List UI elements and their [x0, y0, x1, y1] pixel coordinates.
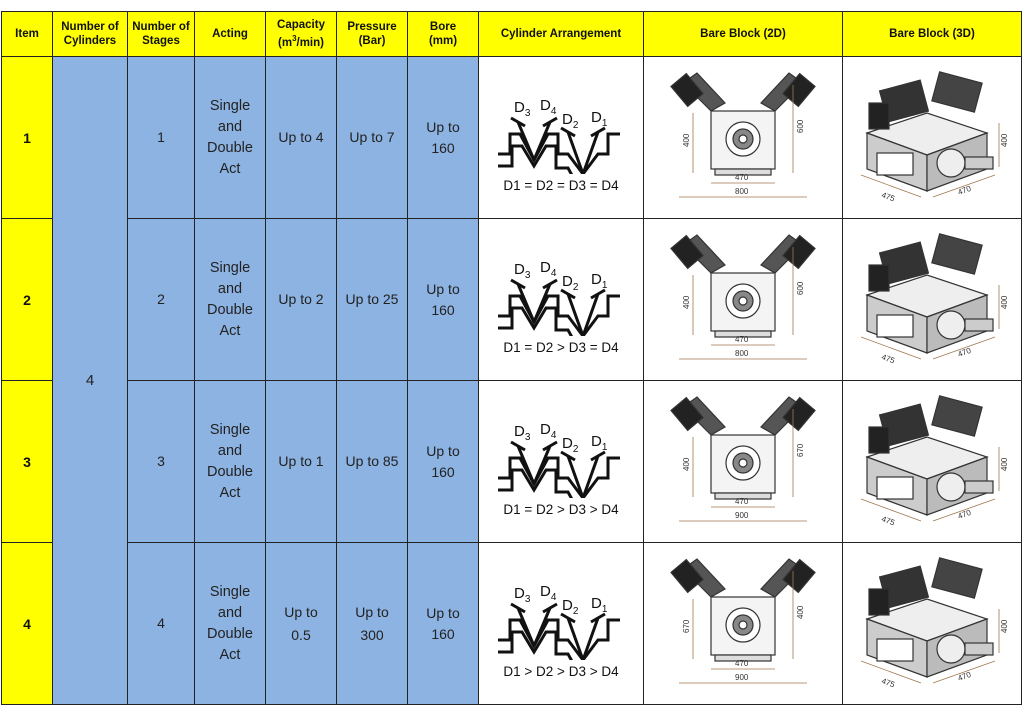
diameter-equation: D1 > D2 > D3 > D4 [503, 664, 619, 679]
bore-cell: Up to 160 [408, 543, 479, 705]
diameter-equation: D1 = D2 = D3 = D4 [503, 178, 619, 193]
bare-block-2d-drawing [653, 549, 833, 699]
dim-3d-width: 470 [956, 669, 973, 683]
block-2d-cell [644, 543, 843, 705]
acting-cell: Single and Double Act [195, 57, 266, 219]
label-d4: $D_4$ [540, 259, 557, 279]
cylinder-arrangement-diagram [496, 244, 626, 336]
item-number: 2 [2, 219, 53, 381]
block-3d-cell [843, 57, 1022, 219]
dim-2d-inner-width: 470 [735, 496, 749, 506]
label-d2: $D_2$ [562, 111, 579, 131]
dim-2d-outer-width: 900 [735, 510, 749, 520]
label-d3: $D_3$ [514, 99, 531, 119]
header-acting: Acting [195, 12, 266, 57]
label-d4: $D_4$ [540, 421, 557, 441]
arrangement-cell [479, 381, 644, 543]
diameter-equation: D1 = D2 > D3 = D4 [503, 340, 619, 355]
header-block-3d: Bare Block (3D) [843, 12, 1022, 57]
bare-block-3d-drawing [847, 387, 1017, 537]
dim-2d-outer-width: 800 [735, 186, 749, 196]
diameter-equation: D1 = D2 > D3 > D4 [503, 502, 619, 517]
dim-3d-width: 470 [956, 345, 973, 359]
block-2d-cell [644, 57, 843, 219]
arrangement-cell [479, 219, 644, 381]
block-2d-cell [644, 219, 843, 381]
stages-cell: 1 [128, 57, 195, 219]
dim-2d-inner-width: 470 [735, 334, 749, 344]
table-row-1 [2, 57, 1022, 219]
pressure-cell: Up to 25 [337, 219, 408, 381]
bare-block-3d-drawing [847, 63, 1017, 213]
block-3d-cell [843, 381, 1022, 543]
cylinder-arrangement-diagram [496, 82, 626, 174]
header-capacity: Capacity $(m^3/\min)$ [266, 12, 337, 57]
pressure-cell: Up to 85 [337, 381, 408, 543]
block-3d-cell [843, 543, 1022, 705]
header-item: Item [2, 12, 53, 57]
bore-cell: Up to 160 [408, 381, 479, 543]
dim-2d-height-left: 400 [682, 295, 691, 309]
label-d3: $D_3$ [514, 585, 531, 605]
label-d1: $D_1$ [591, 271, 608, 291]
label-d1: $D_1$ [591, 595, 608, 615]
dim-2d-height-left: 400 [682, 457, 691, 471]
dim-2d-height-right: 600 [796, 281, 805, 295]
dim-3d-height: 400 [1000, 457, 1009, 471]
table-row-3 [2, 381, 1022, 543]
header-row [2, 12, 1022, 57]
table-row-2 [2, 219, 1022, 381]
dim-2d-inner-width: 470 [735, 172, 749, 182]
block-3d-cell [843, 219, 1022, 381]
capacity-cell: Up to 4 [266, 57, 337, 219]
dim-3d-height: 400 [1000, 619, 1009, 633]
stages-cell: 3 [128, 381, 195, 543]
dim-3d-width: 470 [956, 183, 973, 197]
dim-3d-depth: 475 [880, 189, 896, 203]
capacity-cell: Up to 1 [266, 381, 337, 543]
header-block-2d: Bare Block (2D) [644, 12, 843, 57]
acting-cell: Single and Double Act [195, 381, 266, 543]
bore-cell: Up to 160 [408, 57, 479, 219]
cylinder-arrangement-diagram [496, 406, 626, 498]
bore-cell: Up to 160 [408, 219, 479, 381]
bare-block-2d-drawing [653, 63, 833, 213]
dim-3d-depth: 475 [880, 675, 896, 689]
label-d2: $D_2$ [562, 597, 579, 617]
cylinders-cell: 4 [53, 57, 128, 705]
label-d4: $D_4$ [540, 97, 557, 117]
capacity-cell: Up to 0.5 [266, 543, 337, 705]
stages-cell: 2 [128, 219, 195, 381]
arrangement-cell [479, 57, 644, 219]
dim-2d-height-right: 600 [796, 119, 805, 133]
item-number: 1 [2, 57, 53, 219]
acting-cell: Single and Double Act [195, 543, 266, 705]
pressure-cell: Up to 7 [337, 57, 408, 219]
label-d4: $D_4$ [540, 583, 557, 603]
dim-3d-height: 400 [1000, 133, 1009, 147]
dim-2d-outer-width: 800 [735, 348, 749, 358]
compressor-spec-table [1, 11, 1022, 705]
arrangement-cell [479, 543, 644, 705]
item-number: 3 [2, 381, 53, 543]
dim-3d-depth: 475 [880, 513, 896, 527]
label-d2: $D_2$ [562, 435, 579, 455]
header-bore: Bore (mm) [408, 12, 479, 57]
bare-block-3d-drawing [847, 225, 1017, 375]
table-row-4 [2, 543, 1022, 705]
dim-3d-depth: 475 [880, 351, 896, 365]
header-stages: Number of Stages [128, 12, 195, 57]
dim-2d-outer-width: 900 [735, 672, 749, 682]
capacity-cell: Up to 2 [266, 219, 337, 381]
block-2d-cell [644, 381, 843, 543]
label-d1: $D_1$ [591, 433, 608, 453]
label-d3: $D_3$ [514, 261, 531, 281]
dim-2d-height-right: 400 [796, 605, 805, 619]
header-cylinders: Number of Cylinders [53, 12, 128, 57]
bare-block-2d-drawing [653, 225, 833, 375]
acting-cell: Single and Double Act [195, 219, 266, 381]
bare-block-3d-drawing [847, 549, 1017, 699]
label-d3: $D_3$ [514, 423, 531, 443]
stages-cell: 4 [128, 543, 195, 705]
dim-3d-height: 400 [1000, 295, 1009, 309]
dim-3d-width: 470 [956, 507, 973, 521]
label-d1: $D_1$ [591, 109, 608, 129]
pressure-cell: Up to 300 [337, 543, 408, 705]
dim-2d-height-right: 670 [796, 443, 805, 457]
bare-block-2d-drawing [653, 387, 833, 537]
header-pressure: Pressure (Bar) [337, 12, 408, 57]
dim-2d-inner-width: 470 [735, 658, 749, 668]
label-d2: $D_2$ [562, 273, 579, 293]
header-arrangement: Cylinder Arrangement [479, 12, 644, 57]
capacity-unit-superscript: 3 [292, 34, 297, 44]
dim-2d-height-left: 400 [682, 133, 691, 147]
dim-2d-height-left: 670 [682, 619, 691, 633]
item-number: 4 [2, 543, 53, 705]
cylinder-arrangement-diagram [496, 568, 626, 660]
